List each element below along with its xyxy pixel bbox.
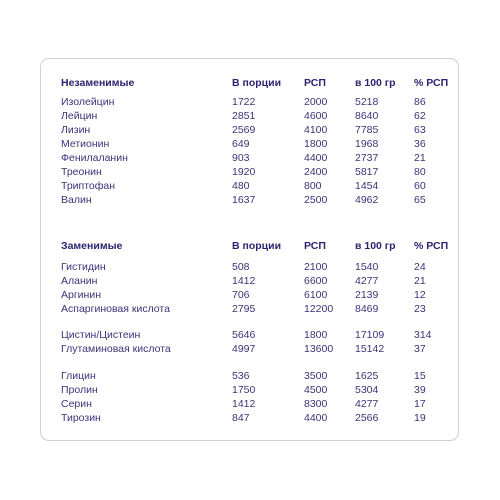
rsp-percent: 65 [414, 194, 426, 206]
per-100g: 17109 [355, 329, 385, 341]
header-per-100g: в 100 гр [355, 240, 396, 252]
rsp: 800 [304, 180, 322, 192]
rsp: 4500 [304, 384, 328, 396]
per-serving: 706 [232, 289, 250, 301]
rsp: 1800 [304, 138, 328, 150]
rsp: 4400 [304, 412, 328, 424]
per-100g: 8469 [355, 303, 379, 315]
rsp: 2000 [304, 96, 328, 108]
rsp: 3500 [304, 370, 328, 382]
rsp-percent: 36 [414, 138, 426, 150]
rsp-percent: 12 [414, 289, 426, 301]
per-100g: 1454 [355, 180, 379, 192]
amino-name: Валин [61, 194, 92, 206]
amino-name: Гистидин [61, 261, 106, 273]
header-nonessential: Заменимые [61, 240, 123, 252]
header-rsp: РСП [304, 240, 326, 252]
rsp: 8300 [304, 398, 328, 410]
per-100g: 1625 [355, 370, 379, 382]
amino-name: Треонин [61, 166, 102, 178]
rsp: 12200 [304, 303, 334, 315]
per-serving: 1920 [232, 166, 256, 178]
per-serving: 1412 [232, 398, 256, 410]
per-serving: 649 [232, 138, 250, 150]
rsp-percent: 314 [414, 329, 432, 341]
rsp-percent: 39 [414, 384, 426, 396]
rsp: 13600 [304, 343, 334, 355]
header-rsp-percent: % РСП [414, 240, 449, 252]
per-100g: 2737 [355, 152, 379, 164]
amino-name: Аспаргиновая кислота [61, 303, 170, 315]
rsp: 4100 [304, 124, 328, 136]
per-serving: 5646 [232, 329, 256, 341]
header-per-serving: В порции [232, 240, 282, 252]
amino-name: Метионин [61, 138, 110, 150]
per-100g: 5218 [355, 96, 379, 108]
amino-name: Пролин [61, 384, 98, 396]
rsp-percent: 23 [414, 303, 426, 315]
per-100g: 4277 [355, 275, 379, 287]
amino-name: Тирозин [61, 412, 101, 424]
rsp: 6600 [304, 275, 328, 287]
rsp-percent: 80 [414, 166, 426, 178]
per-serving: 2795 [232, 303, 256, 315]
per-serving: 4997 [232, 343, 256, 355]
per-100g: 7785 [355, 124, 379, 136]
rsp: 6100 [304, 289, 328, 301]
per-100g: 2139 [355, 289, 379, 301]
per-serving: 480 [232, 180, 250, 192]
amino-name: Цистин/Цистеин [61, 329, 141, 341]
header-essential: Незаменимые [61, 77, 135, 89]
per-serving: 1750 [232, 384, 256, 396]
rsp-percent: 21 [414, 152, 426, 164]
per-100g: 8640 [355, 110, 379, 122]
rsp-percent: 19 [414, 412, 426, 424]
per-serving: 1637 [232, 194, 256, 206]
rsp-percent: 15 [414, 370, 426, 382]
per-100g: 15142 [355, 343, 385, 355]
per-100g: 5304 [355, 384, 379, 396]
header-rsp: РСП [304, 77, 326, 89]
per-100g: 1540 [355, 261, 379, 273]
amino-name: Триптофан [61, 180, 116, 192]
amino-name: Изолейцин [61, 96, 115, 108]
amino-name: Аргинин [61, 289, 102, 301]
rsp-percent: 21 [414, 275, 426, 287]
per-100g: 4962 [355, 194, 379, 206]
rsp: 4600 [304, 110, 328, 122]
per-100g: 4277 [355, 398, 379, 410]
per-serving: 847 [232, 412, 250, 424]
rsp-percent: 60 [414, 180, 426, 192]
amino-name: Аланин [61, 275, 98, 287]
amino-name: Глицин [61, 370, 96, 382]
rsp: 2400 [304, 166, 328, 178]
rsp-percent: 86 [414, 96, 426, 108]
header-rsp-percent: % РСП [414, 77, 449, 89]
amino-name: Серин [61, 398, 92, 410]
rsp-percent: 63 [414, 124, 426, 136]
per-100g: 5817 [355, 166, 379, 178]
per-serving: 2851 [232, 110, 256, 122]
rsp-percent: 37 [414, 343, 426, 355]
per-100g: 1968 [355, 138, 379, 150]
rsp-percent: 17 [414, 398, 426, 410]
per-serving: 903 [232, 152, 250, 164]
rsp: 1800 [304, 329, 328, 341]
rsp: 4400 [304, 152, 328, 164]
per-serving: 536 [232, 370, 250, 382]
amino-name: Лизин [61, 124, 91, 136]
per-serving: 2569 [232, 124, 256, 136]
rsp-percent: 62 [414, 110, 426, 122]
per-serving: 508 [232, 261, 250, 273]
per-serving: 1412 [232, 275, 256, 287]
rsp-percent: 24 [414, 261, 426, 273]
amino-name: Глутаминовая кислота [61, 343, 171, 355]
rsp: 2100 [304, 261, 328, 273]
per-serving: 1722 [232, 96, 256, 108]
per-100g: 2566 [355, 412, 379, 424]
header-per-serving: В порции [232, 77, 282, 89]
amino-acid-card [40, 58, 459, 441]
amino-name: Лейцин [61, 110, 98, 122]
amino-name: Фенилаланин [61, 152, 128, 164]
header-per-100g: в 100 гр [355, 77, 396, 89]
rsp: 2500 [304, 194, 328, 206]
